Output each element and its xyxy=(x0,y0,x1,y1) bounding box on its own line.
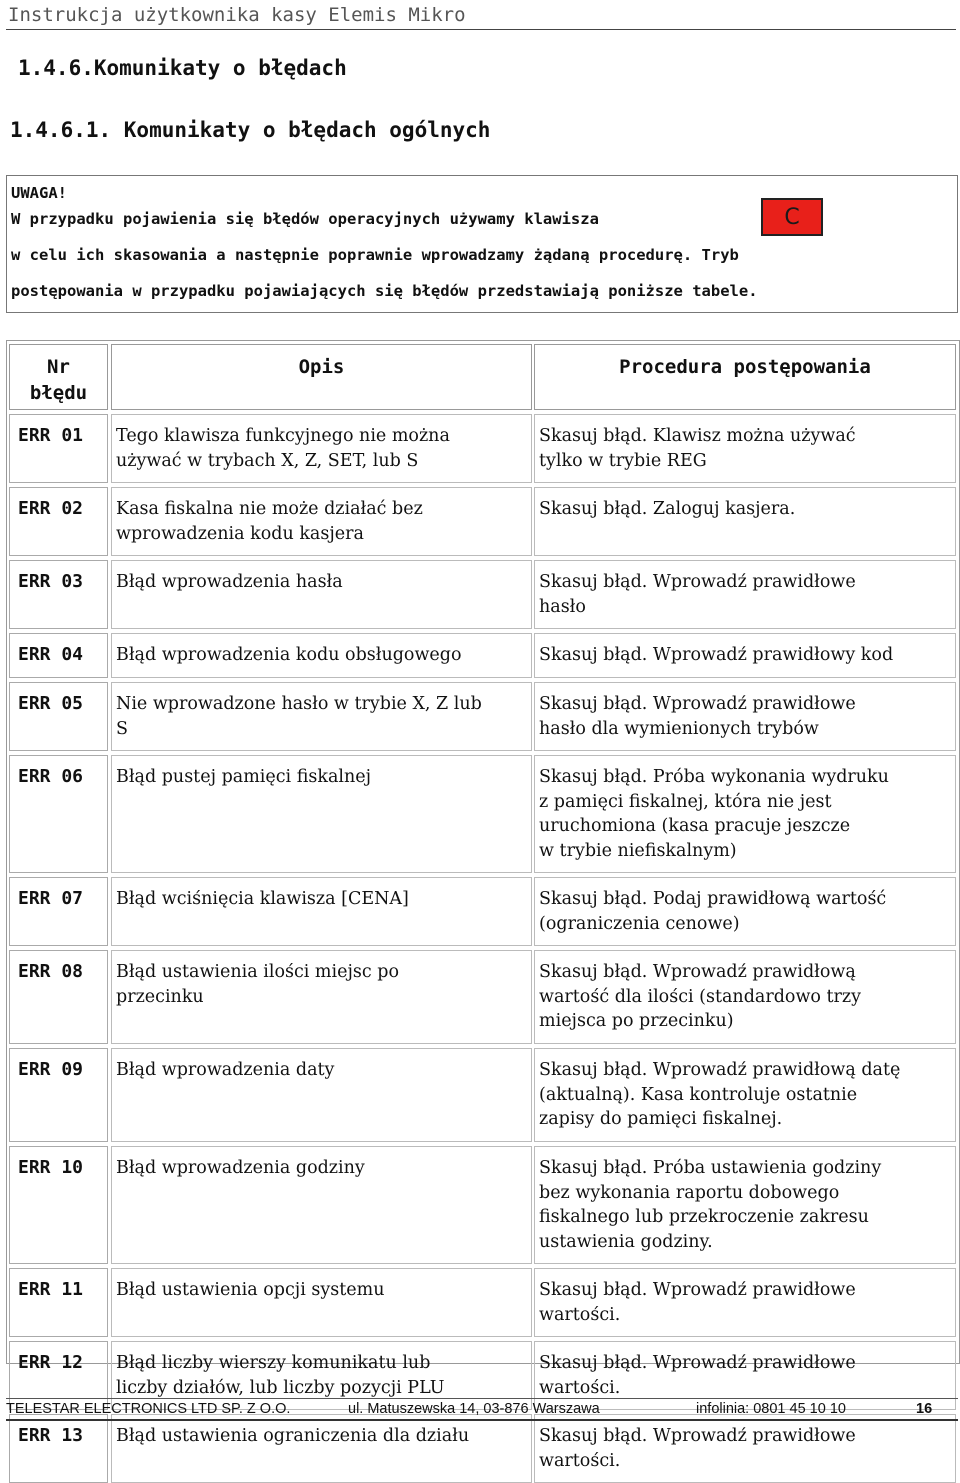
error-procedure-line: Skasuj błąd. Wprowadź prawidłową xyxy=(539,962,856,982)
error-code: ERR 11 xyxy=(9,1268,108,1337)
error-procedure-line: (aktualną). Kasa kontroluje ostatnie xyxy=(539,1084,858,1105)
error-description xyxy=(111,1048,532,1142)
error-procedure xyxy=(534,1146,956,1264)
error-code: ERR 04 xyxy=(9,633,108,678)
error-description xyxy=(111,487,532,556)
error-description-line: Błąd ustawienia opcji systemu xyxy=(116,1280,385,1300)
column-header-code xyxy=(9,344,108,410)
error-procedure-line: hasło dla wymienionych trybów xyxy=(539,718,819,739)
error-code: ERR 06 xyxy=(9,755,108,873)
error-code: ERR 12 xyxy=(9,1341,108,1410)
error-description xyxy=(111,1268,532,1337)
error-procedure xyxy=(534,877,956,946)
error-procedure-line: (ograniczenia cenowe) xyxy=(539,913,740,934)
error-description xyxy=(111,682,532,751)
error-code: ERR 10 xyxy=(9,1146,108,1264)
error-description xyxy=(111,1414,532,1483)
error-description xyxy=(111,633,532,678)
error-description-line: Błąd ustawienia ilości miejsc po xyxy=(116,962,399,982)
error-procedure-line: Skasuj błąd. Wprowadź prawidłowe xyxy=(539,694,856,714)
error-code: ERR 13 xyxy=(9,1414,108,1483)
error-procedure-line: Skasuj błąd. Wprowadź prawidłowe xyxy=(539,1280,856,1300)
error-procedure-line: Skasuj błąd. Wprowadź prawidłowe xyxy=(539,572,856,592)
footer-page-number: 16 xyxy=(916,1401,933,1417)
error-procedure-line: fiskalnego lub przekroczenie zakresu xyxy=(539,1207,869,1227)
error-procedure xyxy=(534,414,956,483)
error-description xyxy=(111,414,532,483)
footer-company: TELESTAR ELECTRONICS LTD SP. Z O.O. xyxy=(6,1401,291,1417)
error-description-line: Błąd wprowadzenia hasła xyxy=(116,572,343,592)
error-procedure-line: zapisy do pamięci fiskalnej. xyxy=(539,1109,783,1129)
error-code: ERR 07 xyxy=(9,877,108,946)
note-line-3: w celu ich skasowania a następnie poprawnie wprowadzamy żądaną procedurę. Tryb xyxy=(11,246,739,264)
error-procedure xyxy=(534,560,956,629)
error-code: ERR 05 xyxy=(9,682,108,751)
error-procedure-line: uruchomiona (kasa pracuje jeszcze xyxy=(539,816,851,836)
column-header-code-line: błędu xyxy=(29,382,88,404)
error-description-line: Nie wprowadzone hasło w trybie X, Z lub xyxy=(116,694,482,714)
error-procedure xyxy=(534,755,956,873)
error-procedure-line: Skasuj błąd. Wprowadź prawidłową datę xyxy=(539,1060,901,1080)
error-description-line: Błąd liczby wierszy komunikatu lub xyxy=(116,1353,431,1373)
error-procedure-line: tylko w trybie REG xyxy=(539,450,707,471)
c-key-icon: C xyxy=(761,198,823,236)
error-procedure-line: bez wykonania raportu dobowego xyxy=(539,1182,840,1203)
error-description xyxy=(111,1146,532,1264)
error-description-line: Tego klawisza funkcyjnego nie można xyxy=(116,426,450,446)
error-procedure xyxy=(534,1414,956,1483)
error-procedure-line: wartość dla ilości (standardowo trzy xyxy=(539,986,862,1007)
error-procedure-line: wartości. xyxy=(539,1450,621,1471)
error-procedure-line: wartości. xyxy=(539,1377,621,1398)
error-procedure-line: ustawienia godziny. xyxy=(539,1231,713,1252)
note-line-2: W przypadku pojawienia się błędów operacyjnych używamy klawisza xyxy=(11,210,599,228)
error-procedure-line: Skasuj błąd. Próba ustawienia godziny xyxy=(539,1158,882,1178)
error-description-line: Kasa fiskalna nie może działać bez xyxy=(116,499,423,519)
error-description-line: wprowadzenia kodu kasjera xyxy=(116,523,364,544)
error-description-line: Błąd wprowadzenia godziny xyxy=(116,1158,365,1178)
error-procedure-line: hasło xyxy=(539,596,586,617)
note-line-4: postępowania w przypadku pojawiających się błędów przedstawiają poniższe tabele. xyxy=(11,282,758,300)
error-procedure-line: wartości. xyxy=(539,1304,621,1325)
error-code: ERR 08 xyxy=(9,950,108,1044)
error-procedure-line: Skasuj błąd. Klawisz można używać xyxy=(539,426,856,446)
error-description xyxy=(111,877,532,946)
error-procedure-line: Skasuj błąd. Wprowadź prawidłowe xyxy=(539,1353,856,1373)
error-procedure xyxy=(534,1268,956,1337)
error-description-line: przecinku xyxy=(116,986,204,1007)
error-procedure-line: Skasuj błąd. Wprowadź prawidłowy kod xyxy=(539,645,894,665)
error-description-line: używać w trybach X, Z, SET, lub S xyxy=(116,450,419,471)
column-header-code-line: Nr xyxy=(47,356,70,378)
error-description-line: liczby działów, lub liczby pozycji PLU xyxy=(116,1377,445,1398)
error-procedure xyxy=(534,633,956,678)
footer-hotline: infolinia: 0801 45 10 10 xyxy=(696,1401,846,1417)
warning-note xyxy=(6,175,958,313)
error-description-line: S xyxy=(116,718,128,739)
error-description-line: Błąd ustawienia ograniczenia dla działu xyxy=(116,1426,470,1446)
note-line-1: UWAGA! xyxy=(11,184,67,202)
section-heading: 1.4.6.Komunikaty o błędach xyxy=(18,56,347,80)
error-description-line: Błąd wprowadzenia daty xyxy=(116,1060,335,1080)
error-code: ERR 01 xyxy=(9,414,108,483)
error-description xyxy=(111,560,532,629)
error-procedure-line: Skasuj błąd. Próba wykonania wydruku xyxy=(539,767,889,787)
error-description xyxy=(111,755,532,873)
error-procedure xyxy=(534,487,956,556)
column-header-description: Opis xyxy=(111,344,532,410)
footer-address: ul. Matuszewska 14, 03-876 Warszawa xyxy=(348,1401,600,1417)
error-procedure-line: Skasuj błąd. Wprowadź prawidłowe xyxy=(539,1426,856,1446)
error-description-line: Błąd pustej pamięci fiskalnej xyxy=(116,767,372,787)
column-header-procedure: Procedura postępowania xyxy=(534,344,956,410)
error-description-line: Błąd wciśnięcia klawisza [CENA] xyxy=(116,889,409,909)
error-procedure-line: z pamięci fiskalnej, która nie jest xyxy=(539,791,832,812)
error-procedure xyxy=(534,950,956,1044)
error-procedure-line: Skasuj błąd. Podaj prawidłową wartość xyxy=(539,889,887,909)
error-code: ERR 03 xyxy=(9,560,108,629)
subsection-heading: 1.4.6.1. Komunikaty o błędach ogólnych xyxy=(10,118,491,142)
error-procedure xyxy=(534,1048,956,1142)
error-procedure-line: w trybie niefiskalnym) xyxy=(539,840,737,861)
error-procedure xyxy=(534,682,956,751)
error-procedure-line: Skasuj błąd. Zaloguj kasjera. xyxy=(539,499,796,519)
error-description-line: Błąd wprowadzenia kodu obsługowego xyxy=(116,645,462,665)
document-footer xyxy=(6,1398,958,1421)
document-header xyxy=(6,2,956,30)
error-code: ERR 02 xyxy=(9,487,108,556)
error-description xyxy=(111,950,532,1044)
document-title: Instrukcja użytkownika kasy Elemis Mikro xyxy=(8,4,466,26)
error-procedure-line: miejsca po przecinku) xyxy=(539,1011,734,1031)
error-code: ERR 09 xyxy=(9,1048,108,1142)
